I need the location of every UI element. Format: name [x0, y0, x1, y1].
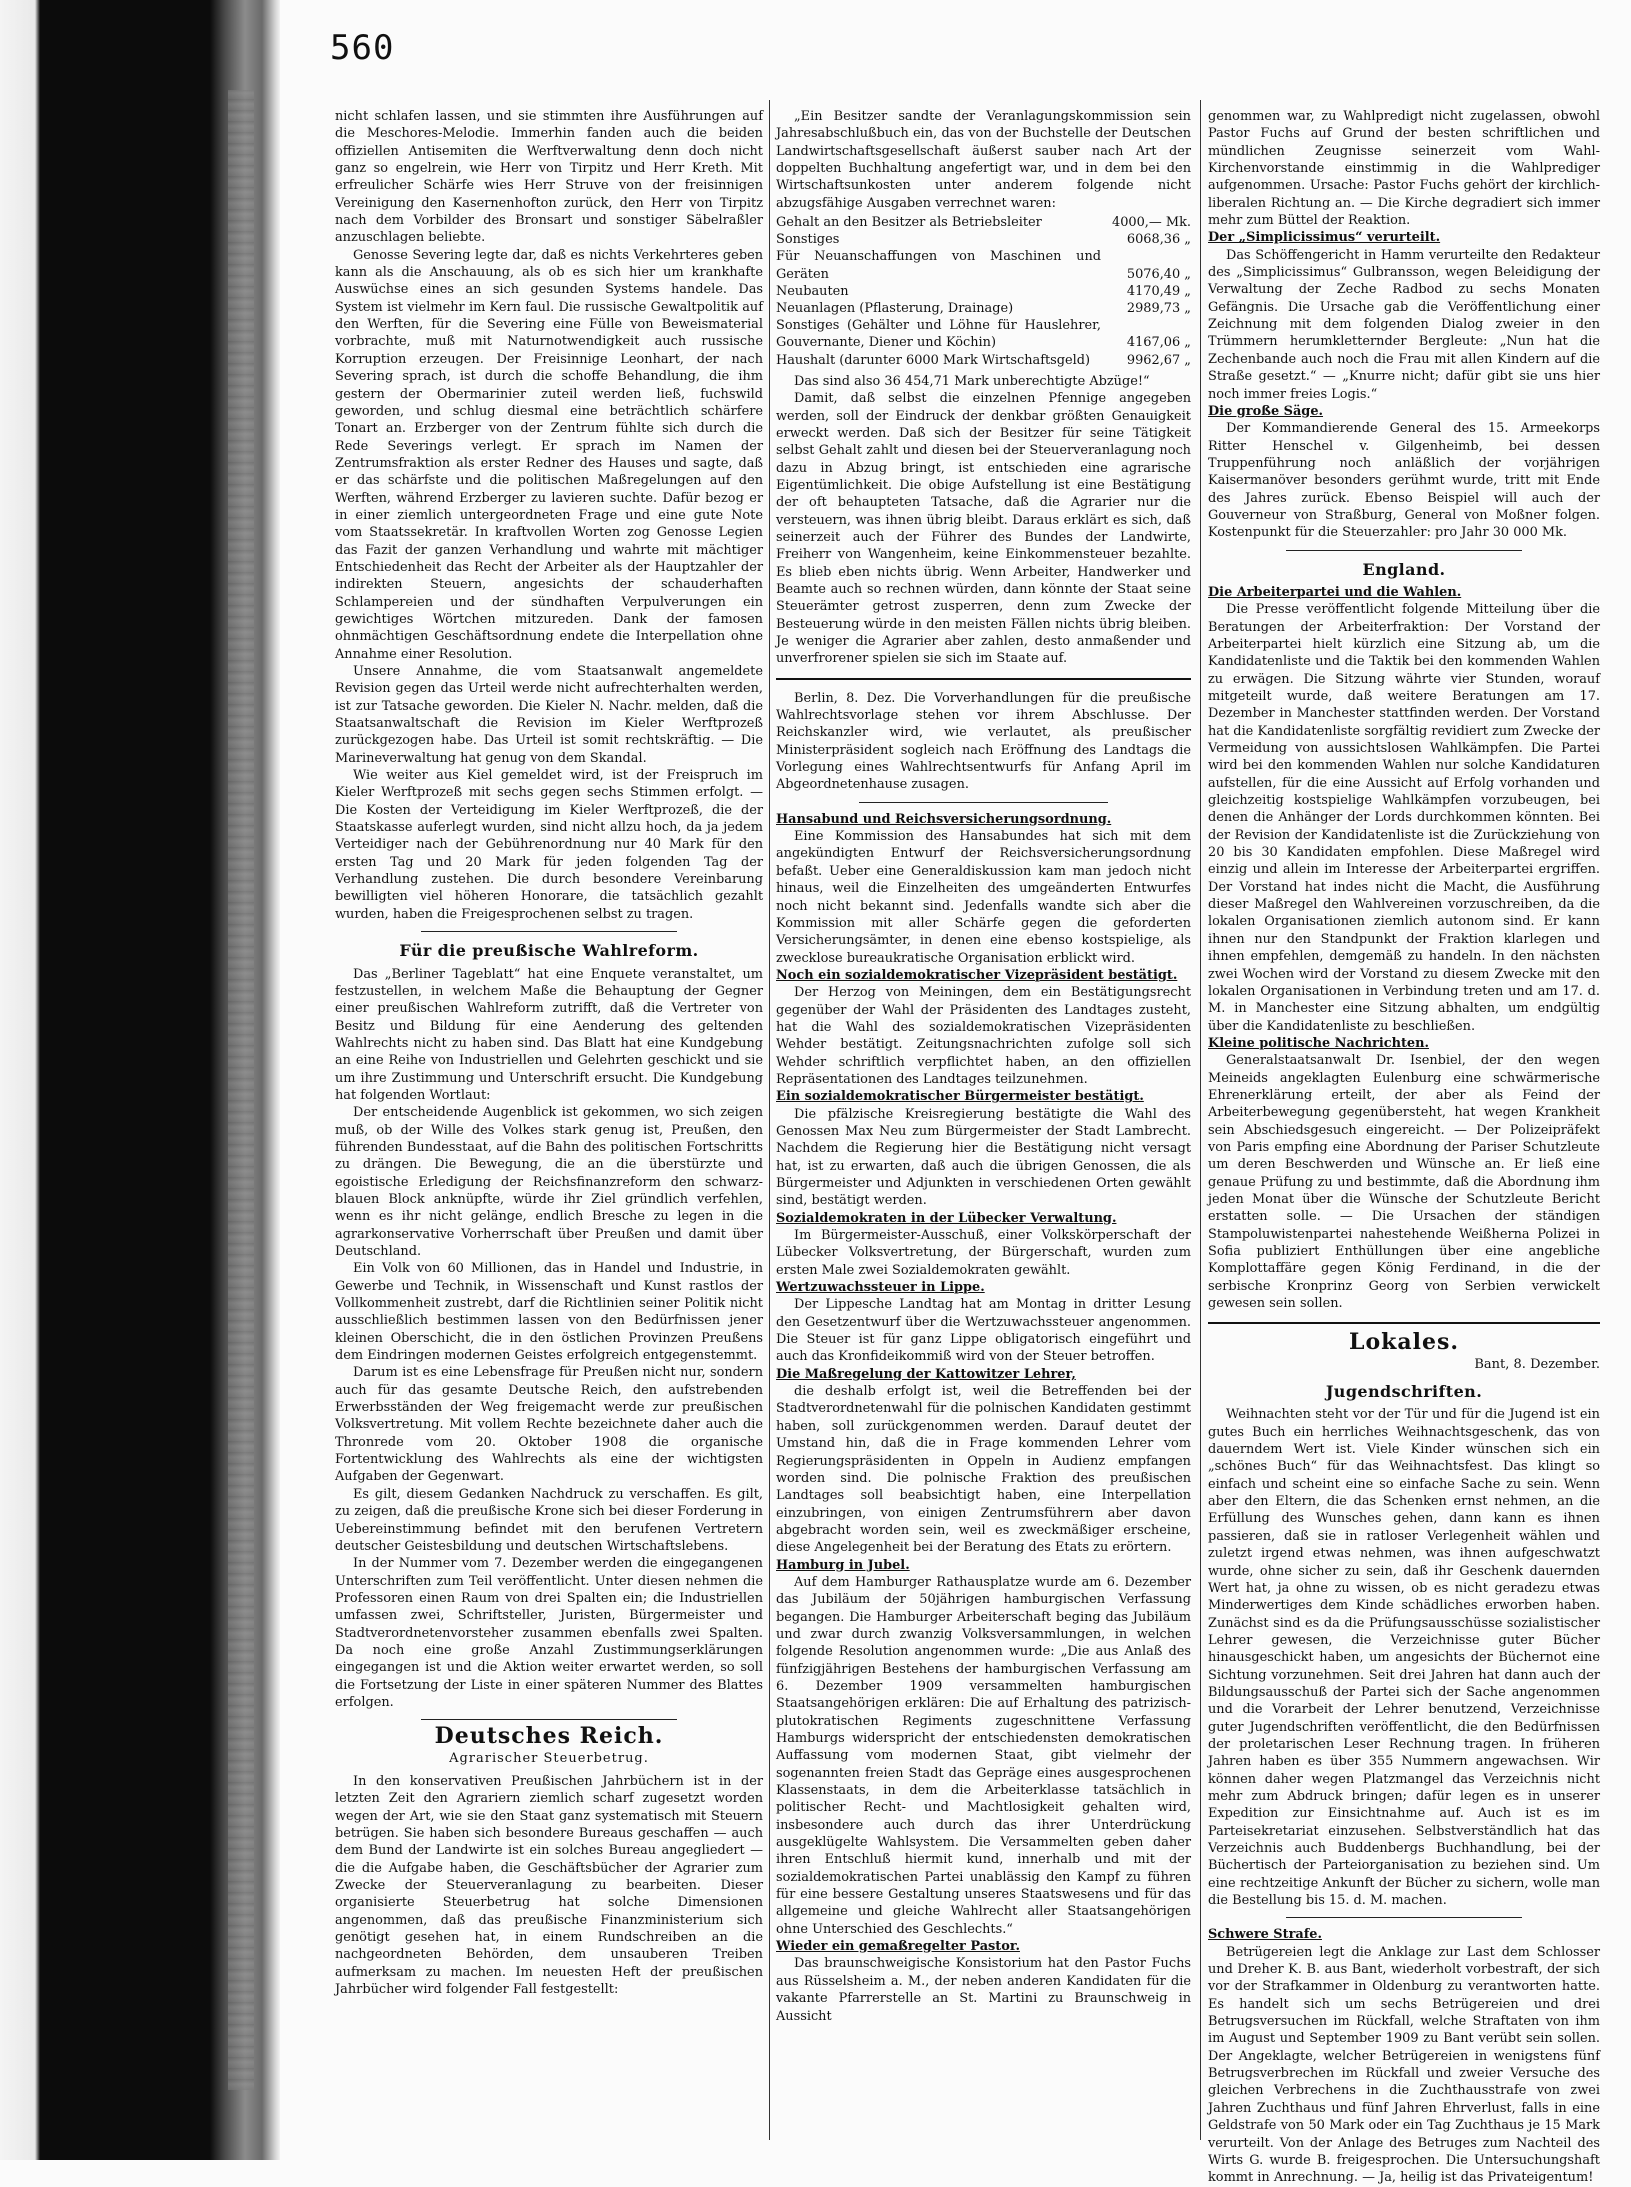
paragraph: Wie weiter aus Kiel gemeldet wird, ist der Freispruch im Kieler Werftprozeß mit sechs gegen sechs Stimmen erfolgt. — Die Kosten der Verteidigung im Kieler Werftprozeß, die der Staatskasse auferlegt wurden, sind nicht allzu hoch, da ja jedem Verteidiger nach der Gebührenordnung nur 40 Mark für den ersten Tag und 20 Mark für jeden folgenden Tag der Verhandlung zustehen. Die durch besondere Vereinbarung bewilligten viel höheren Honorare, die tatsächlich gezahlt wurden, haben die Freigesprochenen selbst zu tragen.: [335, 768, 763, 922]
paragraph: Weihnachten steht vor der Tür und für die Jugend ist ein gutes Buch ein herrliches Weihnachtsgeschenk, das von dauerndem Wert ist. Viele Kinder wünschen sich ein „schönes Buch“ für das Weihnachtsfest. Das klingt so einfach und scheint eine so einfache Sache zu sein. Wenn aber den Eltern, die das Schenken ernst nehmen, an die Erfüllung des Wunsches gehen, dann kann es ihnen passieren, daß sie in ratloser Verlegenheit wählen und zuletzt irgend etwas nehmen, was ihnen aufgeschwatzt wurde, ohne sicher zu sein, daß ihr Geschenk dauernden Wert hat, ja ohne zu wissen, ob es nicht geradezu etwas Minderwertiges dem Kinde schädliches erworben haben. Zunächst sind es da die Prüfungsausschüsse sozialistischer Lehrer gewesen, die Verzeichnisse guter Bücher hinausgeschickt haben, um angesichts der Büchernot eine Sichtung vorzunehmen. Seit drei Jahren hat dann auch der Bildungsausschuß der Partei sich der Sache angenommen und die Vorarbeit der Lehrer benutzend, Verzeichnisse guter Jugendschriften veröffentlicht, die den Bedürfnissen der proletarischen Leser Rechnung tragen. In früheren Jahren haben es über 355 Nummern angewachsen. Wir können daher wegen Platzmangel das Verzeichnis nicht mehr zum Abdruck bringen; dafür legen es in unserer Expedition zur Einsichtnahme auf. Auch ist es im Parteisekretariat einzusehen. Selbstverständlich hat das Verzeichnis auch Buddenbergs Buchhandlung, bei der Büchertisch der Parteiorganisation zu beziehen sind. Um eine rechtzeitige Ankunft der Bücher zu sichern, wolle man die Bestellung bis 15. d. M. machen.: [1208, 1407, 1600, 1909]
ledger-total: Das sind also 36 454,71 Mark unberechtigte Abzüge!“: [794, 373, 1150, 389]
divider: [421, 931, 678, 932]
table-cell-label: Für Neuanschaffungen von Maschinen und Geräten: [776, 249, 1101, 282]
paragraph: Damit, daß selbst die einzelnen Pfennige angegeben werden, soll der Eindruck der denkbar größten Genauigkeit erweckt werden. Daß sich der Besitzer für seine Tätigkeit selbst Gehalt zahlt und diesen bei der Steuerveranlagung noch dazu in Abzug bringt, ist entschieden eine agrarische Eigentümlichkeit. Die obige Aufstellung ist eine Bestätigung der oft behaupteten Tatsache, daß die Agrarier nur die versteuern, was ihnen übrig bleibt. Daraus erklärt es sich, daß seinerzeit auch der Führer des Bundes der Landwirte, Freiherr von Wangenheim, keine Einkommensteuer bezahlte. Es blieb eben nichts übrig. Wenn Arbeiter, Handwerker und Beamte auch so rechnen würden, dann könnte der Staat seine Steuerämter getrost zusperren, denn zum Zwecke der Besteuerung würde in den meisten Fällen nichts übrig bleiben. Je weniger die Agrarier aber zahlen, desto anmaßender und unverfrorener spielen sie sich im Staate auf.: [776, 391, 1191, 667]
paragraph: Der entscheidende Augenblick ist gekommen, wo sich zeigen muß, ob der Wille des Volkes stark genug ist, Preußen, den führenden Bundesstaat, auf die Bahn des politischen Fortschritts zu drängen. Die Bewegung, die an die überstürzte und egoistische Erledigung der Reichsfinanzreform den schwarz-blauen Block anknüpfte, würde ihr Ziel gründlich verfehlen, wenn es ihr nicht gelänge, endlich Bresche zu legen in die agrarkonservative Vorherrschaft über Preußen und damit über Deutschland.: [335, 1105, 763, 1259]
paragraph: Berlin, 8. Dez. Die Vorverhandlungen für die preußische Wahlrechtsvorlage stehen vor ihrem Abschlusse. Der Reichskanzler wird, wie verlautet, als preußischer Ministerpräsident sogleich nach Eröffnung des Landtags die Vorlegung eines Wahlrechtsentwurfs für Anfang April im Abgeordnetenhause zusagen.: [776, 690, 1191, 793]
dateline: Bant, 8. Dezember.: [1474, 1356, 1600, 1372]
paragraph: Im Bürgermeister-Ausschuß, einer Volkskörperschaft der Lübecker Volksvertretung, der Bürgerschaft, wurden zum ersten Male zwei Sozialdemokraten gewählt.: [776, 1228, 1191, 1278]
heading-vizepraesident: Noch ein sozialdemokratischer Vizepräsident bestätigt.: [776, 967, 1178, 983]
heading-schwere-strafe: Schwere Strafe.: [1208, 1927, 1322, 1943]
heading-hansabund: Hansabund und Reichsversicherungsordnung.: [776, 811, 1112, 827]
table-cell-value: 4000,— Mk.: [1112, 215, 1191, 231]
table-cell-value: 6068,36 „: [1126, 232, 1191, 248]
paragraph: Die Presse veröffentlicht folgende Mitteilung über die Beratungen der Arbeiterfraktion: Der Vorstand der Arbeiterpartei hielt kürzlich eine Sitzung ab, um die Kandidatenliste und die Taktik bei den kommenden Wahlen zu erwägen. Die Sitzung währte vier Stunden, worauf mitgeteilt wurde, daß weitere Beratungen am 17. Dezember in Manchester stattfinden werden. Der Vorstand hat die Kandidatenliste sorgfältig revidiert zum Zwecke der Vermeidung von aussichtslosen Wahlkämpfen. Die Partei wird bei den kommenden Wahlen nur solche Kandidaturen aufstellen, für die eine Aussicht auf Erfolg vorhanden und gleichzeitig kostspielige Wahlkämpfen vorzubeugen, bei denen die Anhänger der Lords durchkommen könnten. Bei der Revision der Kandidatenliste ist die Zurückziehung von 20 bis 30 Kandidaten empfohlen. Diese Maßregel wird einzig und allein im Interesse der Arbeiterpartei ergriffen. Der Vorstand hat indes nicht die Macht, die Ausführung dieser Maßregel den Wahlvereinen vorzuschreiben, da die lokalen Organisationen ziemlich autonom sind. Er kann ihnen nur den Standpunkt der Fraktion klarlegen und ihnen empfehlen, demgemäß zu handeln. In den nächsten zwei Wochen wird der Vorstand zu diesem Zwecke mit den lokalen Organisationen in Verbindung treten und am 17. d. M. in Manchester eine Sitzung abhalten, um endgültig über die Kandidatenliste zu beschließen.: [1208, 602, 1600, 1034]
paragraph: Die pfälzische Kreisregierung bestätigte die Wahl des Genossen Max Neu zum Bürgermeister der Stadt Lambrecht. Nachdem die Regierung hier die Bestätigung nicht versagt hat, ist zu erwarten, daß auch die übrigen Genossen, die als Bürgermeister und Adjunkten in verschiedenen Orten gewählt sind, bestätigt werden.: [776, 1106, 1191, 1209]
column-rule-2: [1200, 100, 1201, 2140]
expense-table: [776, 214, 1191, 369]
paragraph: Eine Kommission des Hansabundes hat sich mit dem angekündigten Entwurf der Reichsversicherungsordnung befaßt. Ueber eine Generaldiskussion kam man jedoch nicht hinaus, weil die Einzelheiten des umgeänderten Entwurfes noch nicht bekannt sind. Jedenfalls wandte sich aber die Kommission mit aller Schärfe gegen die geforderten Versicherungsämter, in denen eine ebenso kostspielige, als zwecklose bureaukratische Organisation erblickt wird.: [776, 829, 1191, 966]
subheading-steuerbetrug: Agrarischer Steuerbetrug.: [449, 1750, 649, 1766]
table-cell-value: 9962,67 „: [1126, 352, 1191, 368]
heading-simplicissimus: Der „Simplicissimus“ verurteilt.: [1208, 230, 1441, 246]
heading-saege: Die große Säge.: [1208, 403, 1324, 419]
paragraph: nicht schlafen lassen, und sie stimmten ihre Ausführungen auf die Meschores-Melodie. Immerhin fanden auch die beiden offiziellen Antisemiten die Werftverwaltung denn doch nicht ganz so engelrein, wie Herr von Tirpitz und Herr Kreth. Mit erfreulicher Schärfe wies Herr Struve von der freisinnigen Vereinigung den Kasernenhofton zurück, den Herr von Tirpitz nach dem Vorbilder des Bronsart und sonstiger Säbelraßler anzuschlagen beliebte.: [335, 109, 763, 246]
paragraph: Der Lippesche Landtag hat am Montag in dritter Lesung den Gesetzentwurf über die Wertzuwachssteuer angenommen. Die Steuer ist für ganz Lippe obligatorisch eingeführt und auch das Kronfideikommiß wird von der Steuer betroffen.: [776, 1297, 1191, 1365]
paragraph: Betrügereien legt die Anklage zur Last dem Schlosser und Dreher K. B. aus Bant, wiederholt vorbestraft, der sich vor der Strafkammer in Oldenburg zu verantworten hatte. Es handelt sich um sechs Betrügereien und drei Betrugsversuchen im Rückfall, welche Straftaten von ihm im August und September 1909 zu Bant verübt sein sollen. Der Angeklagte, welcher Betrügereien in wenigstens fünf Betrugsverbrechen im Rückfall und zweier Versuche des gleichen Verbrechens in die Zuchthausstrafe von zwei Jahren Zuchthaus und fünf Jahren Ehrverlust, falls in eine Geldstrafe von 50 Mark oder ein Tag Zuchthaus je 15 Mark verurteilt. Von der Anlage des Betruges zum Nachteil des Wirts G. wurde B. freigesprochen. Die Untersuchungshaft kommt in Anrechnung. — Ja, heilig ist das Privateigentum!: [1208, 1944, 1600, 2186]
table-cell-label: Sonstiges: [776, 232, 840, 248]
paragraph: die deshalb erfolgt ist, weil die Betreffenden bei der Stadtverordnetenwahl für die polnischen Kandidaten gestimmt haben, soll zurückgenommen werden. Darauf deutet der Umstand hin, daß die in Frage kommenden Lehrer vom Regierungspräsidenten in Oppeln in Audienz empfangen worden sind. Die polnische Fraktion des preußischen Landtages soll beabsichtigt haben, eine Interpellation einzubringen, von einigen Zentrumsführern aber davon abgebracht worden sein, weil es zweckmäßiger erscheine, diese Angelegenheit bei der Beratung des Etats zu erörtern.: [776, 1384, 1191, 1556]
heading-kleine-nachrichten: Kleine politische Nachrichten.: [1208, 1035, 1429, 1051]
divider: [859, 802, 1108, 803]
heading-lippe: Wertzuwachssteuer in Lippe.: [776, 1280, 985, 1296]
table-row: [776, 352, 1191, 369]
heading-buergermeister: Ein sozialdemokratischer Bürgermeister bestätigt.: [776, 1089, 1144, 1105]
heading-wahlreform: Für die preußische Wahlreform.: [399, 941, 699, 961]
paragraph: Unsere Annahme, die vom Staatsanwalt angemeldete Revision gegen das Urteil werde nicht aufrechterhalten werden, ist zur Tatsache geworden. Die Kieler N. Nachr. melden, daß die Staatsanwaltschaft die Revision im Kieler Werftprozeß zurückgezogen habe. Das Urteil ist somit rechtskräftig. — Die Marineverwaltung hat genug von dem Skandal.: [335, 664, 763, 766]
paragraph: Darum ist es eine Lebensfrage für Preußen nicht nur, sondern auch für das gesamte Deutsche Reich, den aufstrebenden Erwerbsständen der Weg freigemacht werde zur preußischen Volksvertretung. Mit vollem Rechte bezeichnete daher auch die Thronrede vom 20. Oktober 1908 die organische Fortentwicklung des Wahlrechts als eine der wichtigsten Aufgaben der Gegenwart.: [335, 1365, 763, 1485]
heading-kattowitz: Die Maßregelung der Kattowitzer Lehrer,: [776, 1366, 1076, 1382]
heading-deutsches-reich: Deutsches Reich.: [434, 1723, 664, 1750]
paragraph: „Ein Besitzer sandte der Veranlagungskommission sein Jahresabschlußbuch ein, das von der Buchstelle der Deutschen Landwirtschaftsgesellschaft äußerst sauber nach Art der doppelten Buchhaltung angefertigt war, und in dem bei den Wirtschaftsunkosten unter anderem folgende nicht abzugsfähige Ausgaben verrechnet waren:: [776, 109, 1191, 211]
paragraph: Der Kommandierende General des 15. Armeekorps Ritter Henschel v. Gilgenheimb, bei dessen Truppenführung noch anläßlich der vorjährigen Kaisermanöver besonders gerühmt wurde, tritt mit Ende des Jahres zurück. Ebenso Beispiel will auch der Gouverneur von Straßburg, General von Moßner folgen. Kostenpunkt für die Steuerzahler: pro Jahr 30 000 Mk.: [1208, 421, 1600, 541]
column-rule-1: [769, 100, 770, 2140]
paragraph: Genosse Severing legte dar, daß es nichts Verkehrteres geben kann als die Anschauung, als ob es sich hier um krankhafte Auswüchse eines an sich gesunden Systems handele. Das System ist vielmehr im Kern faul. Die russische Gewaltpolitik auf den Werften, für die Severing eine Fülle von Beweismaterial vorbrachte, muß mit Naturnotwendigkeit auch russische Korruption erzeugen. Der Freisinnige Leonhart, der nach Severing sprach, ist durch die schoffe Behandlung, die ihm gestern der Obermarinier zuteil werden ließ, fuchswild geworden, und schlug diesmal eine beträchtlich schärfere Tonart an. Erzberger von der Zentrum fühlte sich durch die Rede Severings verlegt. Er sprach im Namen der Zentrumsfraktion als erster Redner des Hauses und sagte, daß er das schärfste und die politischen Maßregelungen auf den Werften, während Erzberger zu lavieren suchte. Dafür bezog er in einer ziemlich untergeordneten Frage und eine gute Note vom Staatssekretär. In kraftvollen Worten zog Genosse Legien das Fazit der ganzen Verhandlung und wahrte mit mächtiger Entschiedenheit das Recht der Arbeiter als der Hauptzahler der indirekten Steuern, angesichts der schauderhaften Schlampereien und der sündhaften Verpulverungen ein gewichtiges Wörtchen mitzureden. Dank der famosen ohnmächtigen Geschäftsordnung endete die Interpellation ohne Annahme einer Resolution.: [335, 247, 763, 662]
page-edge-shadow: [228, 90, 254, 2090]
paragraph: Es gilt, diesem Gedanken Nachdruck zu verschaffen. Es gilt, zu zeigen, daß die preußische Krone sich bei dieser Forderung in Uebereinstimmung befindet mit den berufenen Vertretern deutscher Geistesbildung und deutschen Wirtschaftslebens.: [335, 1486, 763, 1554]
table-row: [776, 317, 1191, 351]
divider: [776, 678, 1191, 680]
table-cell-label: Haushalt (darunter 6000 Mark Wirtschaftsgeld): [776, 352, 1091, 368]
heading-lokales: Lokales.: [1348, 1329, 1460, 1356]
column-2: [776, 108, 1191, 2025]
table-row: [776, 231, 1191, 248]
table-cell-label: Neuanlagen (Pflasterung, Drainage): [776, 301, 1014, 317]
column-3: [1208, 108, 1600, 2187]
column-1: [335, 108, 763, 1998]
paragraph: Das braunschweigische Konsistorium hat den Pastor Fuchs aus Rüsselsheim a. M., der neben anderen Kandidaten für die vakante Pfarrerstelle an St. Martini zu Braunschweig in Aussicht: [776, 1956, 1191, 2024]
table-cell-value: 2989,73 „: [1126, 301, 1191, 317]
divider: [421, 1719, 678, 1720]
paragraph: In den konservativen Preußischen Jahrbüchern ist in der letzten Zeit den Agrariern ziemlich scharf zugesetzt worden wegen der Art, wie sie den Staat ganz systematisch mit Steuern betrügen. Sie haben sich besondere Bureaus geschaffen — auch dem Bund der Landwirte ist ein solches Bureau angegliedert — die die Aufgabe haben, die Geschäftsbücher der Agrarier zum Zwecke der Steuerveranlagung zu bearbeiten. Dieser organisierte Steuerbetrug hat solche Dimensionen angenommen, daß das preußische Finanzministerium sich genötigt gesehen hat, in einem Rundschreiben an die nachgeordneten Behörden, dem unsauberen Treiben aufmerksam zu machen. Im neuesten Heft der preußischen Jahrbücher wird folgender Fall festgestellt:: [335, 1773, 763, 1998]
heading-england: England.: [1362, 559, 1446, 579]
divider: [1286, 550, 1521, 551]
table-row: [776, 300, 1191, 317]
table-cell-label: Neubauten: [776, 283, 849, 299]
heading-luebeck: Sozialdemokraten in der Lübecker Verwaltung.: [776, 1210, 1117, 1226]
heading-hamburg: Hamburg in Jubel.: [776, 1557, 910, 1573]
paragraph: Generalstaatsanwalt Dr. Isenbiel, der den wegen Meineids angeklagten Eulenburg eine schwärmerische Ehrenerklärung erteilt, der aber als Feind der Arbeiterbewegung gegenübersteht, hat wegen Krankheit sein Abschiedsgesuch eingereicht. — Der Polizeipräfekt von Paris empfing eine Abordnung der Pariser Schutzleute um deren Beschwerden und Wünsche an. Er ließ eine genaue Prüfung zu und bestimmte, daß die Abordnung ihm jeden Monat über die Wünsche der Schutzleute Bericht erstatten solle. — Die Ursachen der ständigen Stampoluwistenpartei nahestehende Weißherna Polizei in Sofia publiziert Enthüllungen über eine angebliche Komplottaffäre gegen König Ferdinand, in die der serbische Kronprinz Georg von Serbien verwickelt gewesen sein sollen.: [1208, 1053, 1600, 1312]
table-cell-value: 4167,06 „: [1126, 335, 1191, 351]
table-row: [776, 248, 1191, 282]
heading-arbeiterpartei: Die Arbeiterpartei und die Wahlen.: [1208, 584, 1462, 600]
paragraph: Auf dem Hamburger Rathausplatze wurde am 6. Dezember das Jubiläum der 50jährigen hamburgischen Verfassung begangen. Die Hamburger Arbeiterschaft beging das Jubiläum und zwar durch zwanzig Volksversammlungen, in welchen folgende Resolution angenommen wurde: „Die aus Anlaß des fünfzigjährigen Bestehens der hamburgischen Verfassung am 6. Dezember 1909 versammelten hamburgischen Staatsangehörigen erklären: Die auf Erhaltung des patrizisch-plutokratischen Regiments zugeschnittene Verfassung Hamburgs widerspricht der entschiedensten demokratischen Auffassung vom modernen Staat, gibt vielmehr der sogenannten freien Stadt das Gepräge eines ausgesprochenen Klassenstaats, in dem die Arbeiterklasse tatsächlich in politischer Recht- und Machtlosigkeit gehalten wird, insbesondere auch durch das ihrer Unterdrückung ausgeklügelte Wahlsystem. Die Versammelten geben daher ihren Entschluß hiermit kund, innerhalb und mit der sozialdemokratischen Partei unablässig den Kampf zu führen für eine bessere Gestaltung unseres Staatswesens und für das allgemeine und gleiche Wahlrecht aller Staatsangehörigen ohne Unterschied des Geschlechts.“: [776, 1574, 1191, 1937]
divider: [1286, 1917, 1521, 1918]
paragraph: Der Herzog von Meiningen, dem ein Bestätigungsrecht gegenüber der Wahl der Präsidenten des Landtages zusteht, hat die Wahl des sozialdemokratischen Vizepräsidenten Wehder bestätigt. Zeitungsnachrichten zufolge soll sich Wehder schriftlich verpflichtet haben, an den offiziellen Repräsentationen des Landtages teilzunehmen.: [776, 985, 1191, 1087]
table-row: [776, 283, 1191, 300]
paragraph: Ein Volk von 60 Millionen, das in Handel und Industrie, in Gewerbe und Technik, in Wissenschaft und Kunst rastlos der Vollkommenheit zustrebt, darf die Richtlinien seiner Politik nicht ausschließlich bestimmen lassen von den Bedürfnissen jener kleinen Oberschicht, die in den östlichen Provinzen Preußens dem Eindringen modernen Geistes erfolgreich entgegenstemmt.: [335, 1261, 763, 1364]
table-row: [776, 214, 1191, 231]
paragraph: genommen war, zu Wahlpredigt nicht zugelassen, obwohl Pastor Fuchs auf Grund der besten schriftlichen und mündlichen Zeugnisse seinerzeit vom Wahl-Kirchenvorstande einstimmig in die Wahlprediger aufgenommen. Ursache: Pastor Fuchs gehört der kirchlich-liberalen Richtung an. — Die Kirche degradiert sich immer mehr zum Büttel der Reaktion.: [1208, 109, 1600, 229]
table-cell-label: Gehalt an den Besitzer als Betriebsleiter: [776, 215, 1042, 231]
heading-pastor: Wieder ein gemaßregelter Pastor.: [776, 1939, 1020, 1955]
table-cell-value: 5076,40 „: [1126, 266, 1191, 282]
page-number: 560: [330, 28, 395, 68]
heading-jugendschriften: Jugendschriften.: [1325, 1382, 1483, 1402]
table-cell-value: 4170,49 „: [1126, 283, 1191, 299]
divider: [1208, 1322, 1600, 1324]
paragraph: Das Schöffengericht in Hamm verurteilte den Redakteur des „Simplicissimus“ Gulbransson, wegen Beleidigung der Verwaltung der Zeche Radbod zu sechs Monaten Gefängnis. Die Ursache gab die Veröffentlichung einer Zeichnung mit dem folgenden Dialog zweier in den Trümmern herumkletternder Bergleute: „Nun hat die Zechenbande auch noch die Frau mit allen Kindern auf die Straße gesetzt.“ — „Knurre nicht; dafür gibt sie uns hier noch immer freies Logis.“: [1208, 247, 1600, 402]
paragraph: Das „Berliner Tageblatt“ hat eine Enquete veranstaltet, um festzustellen, in welchem Maße die Behauptung der Gegner einer preußischen Wahlreform zutrifft, daß die Vertreter von Besitz und Bildung für eine Aenderung des geltenden Wahlrechts nicht zu haben sind. Das Blatt hat eine Kundgebung an eine Reihe von Industriellen und Gelehrten geschickt und sie um ihre Zustimmung und Unterschrift ersucht. Die Kundgebung hat folgenden Wortlaut:: [335, 966, 763, 1103]
table-cell-label: Sonstiges (Gehälter und Löhne für Hauslehrer, Gouvernante, Diener und Köchin): [776, 318, 1101, 351]
paragraph: In der Nummer vom 7. Dezember werden die eingegangenen Unterschriften zum Teil veröffentlicht. Unter diesen nehmen die Professoren einen Raum von drei Spalten ein; die Industriellen umfassen zwei, Schriftsteller, Juristen, Bürgermeister und Stadtverordnetenvorsteher zusammen ebenfalls zwei Spalten. Da noch eine große Anzahl Zustimmungserklärungen eingegangen ist und die Aktion weiter erwartet werden, so soll die Fortsetzung der Liste in einer späteren Nummer des Blattes erfolgen.: [335, 1556, 763, 1710]
